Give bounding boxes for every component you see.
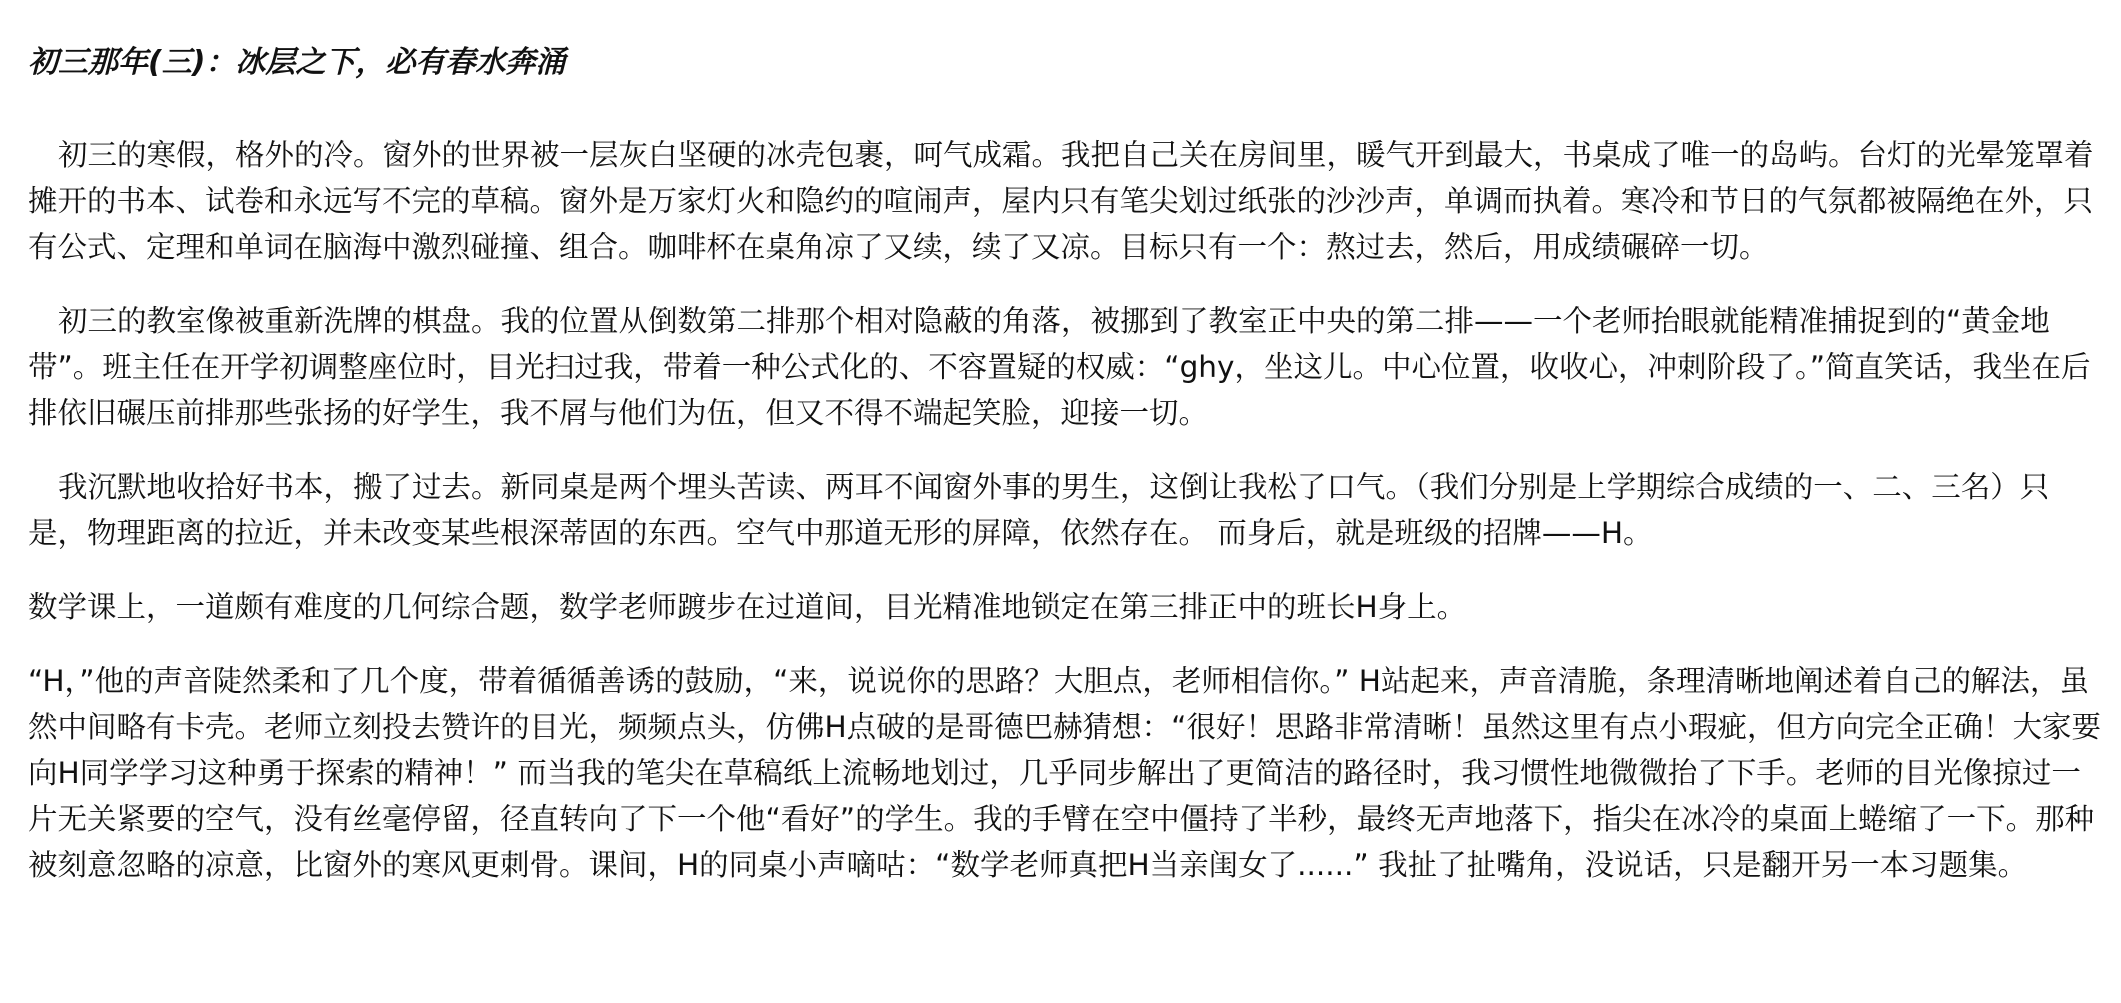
- paragraph-new-deskmates: 我沉默地收拾好书本，搬了过去。新同桌是两个埋头苦读、两耳不闻窗外事的男生，这倒让我松了口气。（我们分别是上学期综合成绩的一、二、三名）只是，物理距离的拉近，并未改变某些根深蒂固的东西。空气中那道无形的屏障，依然存在。 而身后，就是班级的招牌——H。: [28, 470, 2050, 550]
- paragraph-teacher-praise: “H，”他的声音陡然柔和了几个度，带着循循善诱的鼓励，“来，说说你的思路？大胆点，老师相信你。” H站起来，声音清脆，条理清晰地阐述着自己的解法，虽然中间略有卡壳。老师立刻投去赞许的目光，频频点头，仿佛H点破的是哥德巴赫猜想：“很好！思路非常清晰！虽然这里有点小瑕疵，但方向完全正确！大家要向H同学学习这种勇于探索的精神！” 而当我的笔尖在草稿纸上流畅地划过，几乎同步解出了更简洁的路径时，我习惯性地微微抬了下手。老师的目光像掠过一片无关紧要的空气，没有丝毫停留，径直转向了下一个他“看好”的学生。我的手臂在空中僵持了半秒，最终无声地落下，指尖在冰冷的桌面上蜷缩了一下。那种被刻意忽略的凉意，比窗外的寒风更刺骨。课间，H的同桌小声嘀咕：“数学老师真把H当亲闺女了......” 我扯了扯嘴角，没说话，只是翻开另一本习题集。: [28, 664, 2101, 882]
- paragraph-winter-break: 初三的寒假，格外的冷。窗外的世界被一层灰白坚硬的冰壳包裹，呵气成霜。我把自己关在房间里，暖气开到最大，书桌成了唯一的岛屿。台灯的光晕笼罩着摊开的书本、试卷和永远写不完的草稿。窗外是万家灯火和隐约的喧闹声，屋内只有笔尖划过纸张的沙沙声，单调而执着。寒冷和节日的气氛都被隔绝在外，只有公式、定理和单词在脑海中激烈碰撞、组合。咖啡杯在桌角凉了又续，续了又凉。目标只有一个：熬过去，然后，用成绩碾碎一切。: [28, 138, 2094, 264]
- paragraph-math-class: 数学课上，一道颇有难度的几何综合题，数学老师踱步在过道间，目光精准地锁定在第三排正中的班长H身上。: [28, 590, 1467, 624]
- paragraph-classroom-seat: 初三的教室像被重新洗牌的棋盘。我的位置从倒数第二排那个相对隐蔽的角落，被挪到了教室正中央的第二排——一个老师抬眼就能精准捕捉到的“黄金地带”。班主任在开学初调整座位时，目光扫过我，带着一种公式化的、不容置疑的权威：“ghy，坐这儿。中心位置，收收心，冲刺阶段了。”简直笑话，我坐在后排依旧碾压前排那些张扬的好学生，我不屑与他们为伍，但又不得不端起笑脸，迎接一切。: [28, 304, 2091, 430]
- article-title: 初三那年(三)：冰层之下，必有春水奔涌: [28, 45, 566, 80]
- article-body: [28, 28, 2108, 916]
